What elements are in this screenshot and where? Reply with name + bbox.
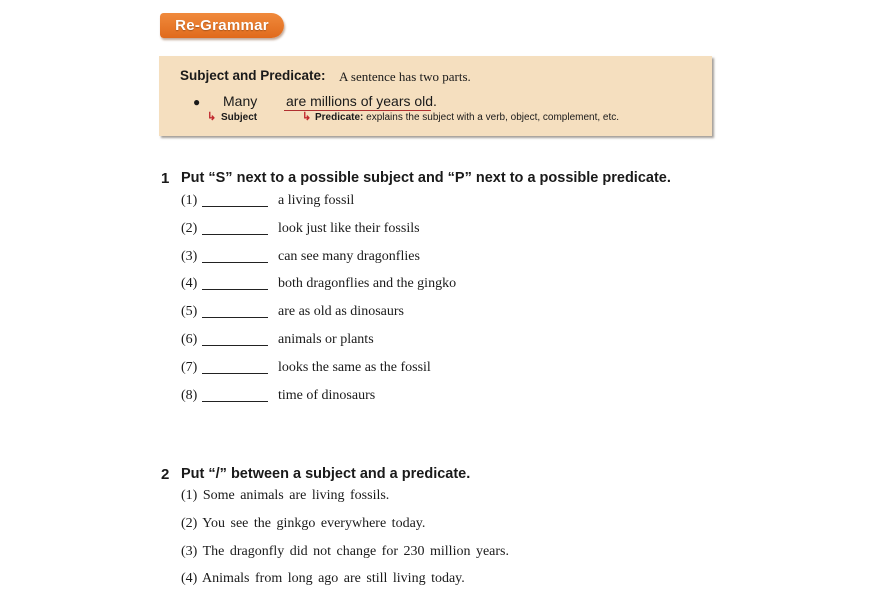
item-phrase: look just like their fossils (278, 220, 420, 236)
subject-arrow-icon: ↳ (207, 111, 217, 123)
bullet-icon: ● (193, 95, 201, 109)
item-number: (5) (181, 304, 198, 320)
rule-description: A sentence has two parts. (339, 69, 471, 84)
item-phrase: time of dinosaurs (278, 387, 376, 403)
predicate-label-term: Predicate: (315, 112, 364, 123)
exercise1-instruction: Put “S” next to a possible subject and “P” next to a possible predicate. (181, 170, 671, 186)
example-subject: Many (223, 93, 258, 109)
item-phrase: looks the same as the fossil (278, 359, 431, 375)
exercise2-sentence[interactable]: (2) You see the ginkgo everywhere today. (181, 515, 426, 531)
exercise2-sentence[interactable]: (3) The dragonfly did not change for 230 million years. (181, 543, 509, 559)
exercise1-number: 1 (161, 170, 170, 187)
answer-blank[interactable] (202, 289, 268, 290)
example-predicate: are millions of years old (286, 93, 434, 109)
answer-blank[interactable] (202, 345, 268, 346)
item-number: (1) (181, 193, 198, 208)
item-number: (8) (181, 387, 198, 403)
rule-title: Subject and Predicate: (180, 68, 326, 83)
item-number: (4) (181, 276, 198, 292)
exercise2-sentence[interactable]: (1) Some animals are living fossils. (181, 488, 390, 503)
answer-blank[interactable] (202, 401, 268, 402)
exercise2-number: 2 (161, 466, 170, 483)
predicate-label (315, 112, 619, 123)
grammar-rule-box (159, 56, 712, 136)
subject-label: Subject (221, 112, 258, 123)
predicate-arrow-icon: ↳ (302, 111, 312, 123)
item-number: (3) (181, 248, 198, 264)
item-phrase: are as old as dinosaurs (278, 304, 404, 320)
answer-blank[interactable] (202, 206, 268, 207)
item-phrase: both dragonflies and the gingko (278, 276, 457, 292)
answer-blank[interactable] (202, 262, 268, 263)
item-phrase: animals or plants (278, 332, 374, 347)
item-number: (2) (181, 220, 198, 236)
exercise2-instruction: Put “/” between a subject and a predicate. (181, 466, 471, 482)
item-phrase: can see many dragonflies (278, 248, 420, 264)
answer-blank[interactable] (202, 317, 268, 318)
answer-blank[interactable] (202, 234, 268, 235)
item-number: (6) (181, 332, 198, 347)
item-number: (7) (181, 359, 198, 375)
item-phrase: a living fossil (278, 193, 355, 208)
answer-blank[interactable] (202, 373, 268, 374)
exercise2-sentence[interactable]: (4) Animals from long ago are still living today. (181, 571, 465, 587)
section-badge: Re-Grammar (160, 13, 284, 38)
predicate-explanation: explains the subject with a verb, object, complement, etc. (363, 112, 620, 123)
example-period: . (433, 93, 437, 109)
